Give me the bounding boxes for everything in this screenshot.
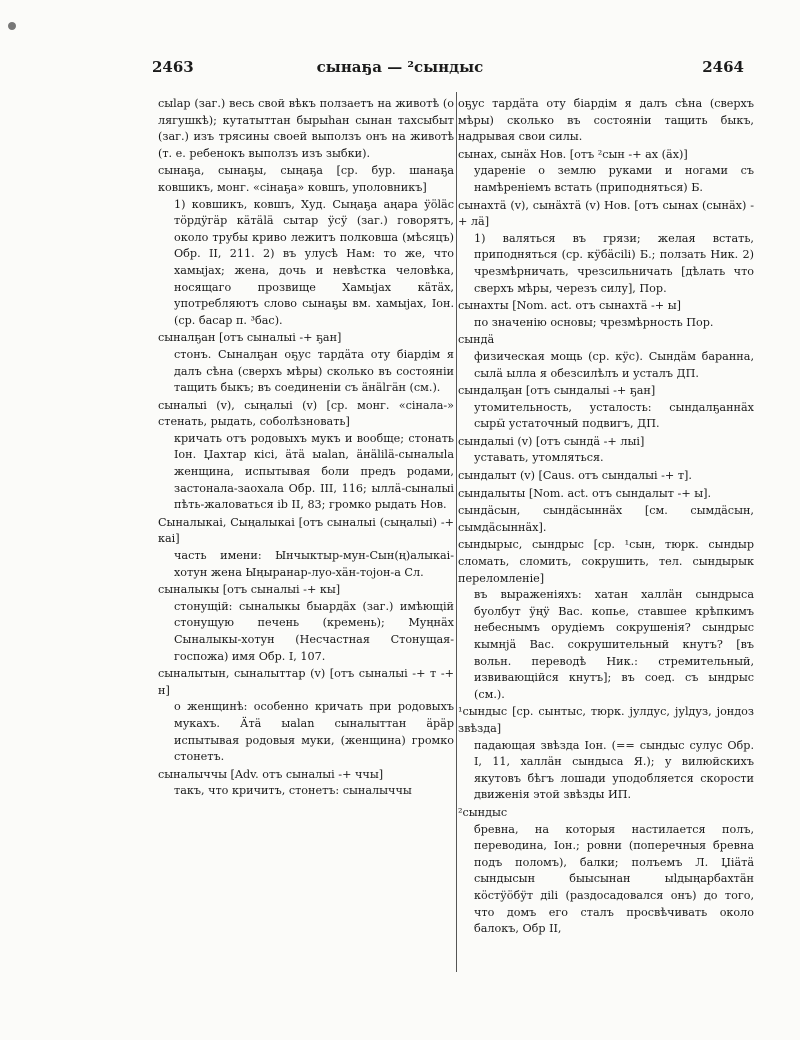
entry-head: сындалҕан [отъ сындалыі -+ ҕан] bbox=[458, 384, 656, 398]
entry-head: сындалыты [Nom. act. отъ сындалыт -+ ы]. bbox=[458, 486, 712, 500]
entry-definition: 1) валяться въ грязи; желая встать, приподняться (ср. кӱбӓсіlі) Б.; ползать Ник. 2) чрезмѣрничать, чрезсильничать [дѣлать что сверхъ мѣры, черезъ силу], Пор. bbox=[474, 231, 754, 295]
entry-definition: сыlар (заг.) весь свой вѣкъ ползаетъ на животѣ (о лягушкѣ); кутатыттан бырыһан сынан тахсыбыт (заг.) изъ трясины своей выползъ онъ на животѣ (т. е. ребенокъ выползъ изъ зыбки). bbox=[158, 97, 454, 160]
dictionary-entry bbox=[158, 582, 454, 665]
entry-head: сындырыс, сындрыс [ср. ¹сын, тюрк. сындыр сломать, сломить, сокрушить, тел. сындырык переломленіе] bbox=[458, 538, 754, 585]
dictionary-entry bbox=[458, 805, 754, 938]
entry-definition: бревна, на которыя настилается полъ, переводина, Іон.; ровни (поперечныя бревна подъ поломъ), балки; полъемъ Л. Џiӓтӓ сындысын быысынан ыlдыңарбахтӓн кӧстӱӧбӱт дilі (раздосадовался онъ) до того, что домъ его сталъ просвѣчивать около балокъ, Обр II, bbox=[474, 822, 754, 936]
dictionary-entry bbox=[458, 468, 754, 485]
entry-definition: стонъ. Сыналҕан оҕус тардӓта оту бiардiм я далъ сѣна (сверхъ мѣры) сколько въ состояніи тащить быкъ; въ соединеніи съ ӓнӓlгӓн (см.). bbox=[174, 347, 454, 395]
left-page-number: 2463 bbox=[152, 58, 194, 76]
right-page-number: 2464 bbox=[702, 58, 744, 76]
dictionary-entry bbox=[458, 704, 754, 804]
entry-head: ²сындыс bbox=[458, 805, 508, 819]
dictionary-entry bbox=[458, 332, 754, 382]
margin-mark bbox=[8, 22, 16, 30]
entry-head: ¹сындыс [ср. сынтыс, тюрк. јулдус, јуlдуз, јондоз звѣзда] bbox=[458, 705, 754, 735]
dictionary-entry bbox=[458, 198, 754, 298]
dictionary-entry bbox=[158, 163, 454, 329]
entry-head: сыналыкы [отъ сыналыі -+ кы] bbox=[158, 583, 341, 597]
dictionary-entry bbox=[458, 503, 754, 536]
entry-definition: физическая мощь (ср. кӱс). Сындӓм баранна, сылӓ ылла я обезсилѣлъ и усталъ ДП. bbox=[474, 349, 754, 380]
entry-head: сындалыі (v) [отъ сындӓ -+ лыі] bbox=[458, 434, 645, 448]
dictionary-entry bbox=[458, 298, 754, 331]
entry-head: сынахты [Nom. act. отъ сынахтӓ -+ ы] bbox=[458, 299, 682, 313]
entry-head: сыналыччы [Adv. отъ сыналыі -+ ччы] bbox=[158, 767, 384, 781]
column-divider bbox=[456, 92, 457, 972]
entry-head: сынах, сынӓх Нов. [отъ ²сын -+ ах (ӓх)] bbox=[458, 147, 688, 161]
dictionary-entry bbox=[158, 515, 454, 581]
left-column bbox=[158, 96, 454, 801]
dictionary-entry bbox=[458, 96, 754, 146]
dictionary-entry bbox=[158, 398, 454, 514]
dictionary-entry bbox=[158, 96, 454, 162]
entry-head: сыналыі (v), сыңалыі (v) [ср. монг. «сінала-» стенать, рыдать, соболѣзновать] bbox=[158, 398, 454, 429]
entry-head: сыналҕан [отъ сыналыі -+ ҕан] bbox=[158, 331, 342, 345]
dictionary-entry bbox=[458, 383, 754, 433]
dictionary-entry bbox=[158, 767, 454, 800]
dictionary-entry bbox=[458, 537, 754, 703]
entry-definition: кричать отъ родовыхъ мукъ и вообще; стонать Іон. Џахтар кiсi, ӓтӓ ыаlаn, ӓнӓlіlӓ-сыналыlа женщина, испытывая боли предъ родами, застонала-заохала Обр. III, 116; ыллӓ-сыналыі пѣть-жаловаться ib II, 83; громко рыдать Нов. bbox=[174, 431, 454, 512]
entry-head: сынахтӓ (v), сынӓхтӓ (v) Нов. [отъ сынах (сынӓх) -+ лӓ] bbox=[458, 198, 754, 229]
entry-head: сындӓсын, сындӓсыннӓх [см. сымдӓсын, сымдӓсыннӓх]. bbox=[458, 504, 754, 534]
entry-definition: часть имени: Ынчыктыр-мун-Сын(ң)алыкаі-хотун жена Ыңыранар-луо-хӓн-тоjон-а Сл. bbox=[174, 549, 454, 579]
entry-head: сынаҕа, сынаҕы, сыңаҕа [ср. бур. шанаҕа ковшикъ, монг. «сінаҕа» ковшъ, уполовникъ] bbox=[158, 164, 454, 194]
entry-head: Сыналыкаі, Сыңалыкаі [отъ сыналыі (сыңалыі) -+ каі] bbox=[158, 515, 454, 546]
entry-definition: падающая звѣзда Іон. (== сындыс сулус Обр. I, 11, халлӓн сындыса Я.); у вилюйскихъ якутовъ бѣгъ лошади уподобляется скорости движенія этой звѣзды ИП. bbox=[474, 738, 754, 802]
entry-definition: по значенію основы; чрезмѣрность Пор. bbox=[474, 315, 714, 329]
dictionary-entry bbox=[158, 666, 454, 766]
entry-definition: въ выраженіяхъ: хатан халлӓн сындрыса буолбут ӱңӱ Вас. копье, ставшее крѣпкимъ небеснымъ орудіемъ сокрушенія? сындрыс кымнjӓ Вас. сокрушительный кнутъ? [въ вольн. переводѣ Ник.: стремительный, извивающійся кнутъ]; въ соед. съ ындрыс (см.). bbox=[474, 588, 754, 701]
dictionary-entry bbox=[158, 330, 454, 396]
entry-definition: 1) ковшикъ, ковшъ, Худ. Сыңаҕа аңара ӱӧlӓс тӧрдӱгӓр кӓтӓlӓ сытар ӱсӱ (заг.) говорятъ, около трубы криво лежитъ полковша (мѣсяцъ) Обр. II, 211. 2) въ улусѣ Нам: то же, что хамыjах; жена, дочь и невѣстка человѣка, носящаго прозвище Хамыjах кӓтӓх, употребляютъ слово сынаҕы вм. хамыjах, Іон. (ср. басар п. ³бас). bbox=[174, 197, 454, 327]
entry-definition: уставать, утомляться. bbox=[474, 451, 604, 465]
dictionary-entry bbox=[458, 434, 754, 467]
entry-definition: стонущій: сыналыкы быардӓх (заг.) имѣющій стонущую печень (кремень); Муңнӓх Сыналыкы-хотун (Несчастная Стонущая-госпожа) имя Обр. I, 107. bbox=[174, 599, 454, 663]
entry-definition: оҕус тардӓта оту бiардiм я далъ сѣна (сверхъ мѣры) сколько въ состояніи тащить быкъ, надрывая свои силы. bbox=[458, 97, 754, 144]
page-header bbox=[0, 58, 800, 82]
entry-definition: о женщинѣ: особенно кричать при родовыхъ мукахъ. Ӓтӓ ыаlаn сыналыттан ӓрӓр испытывая родовыя муки, (женщина) громко стонетъ. bbox=[174, 700, 454, 764]
entry-head: сындӓ bbox=[458, 333, 495, 347]
right-column bbox=[458, 96, 754, 939]
entry-head: сыналытын, сыналыттар (v) [отъ сыналыі -+ т -+ н] bbox=[158, 667, 454, 697]
entry-definition: утомительность, усталость: сындалҕаннӓх сырӹ устаточный подвигъ, ДП. bbox=[474, 400, 754, 431]
dictionary-entry bbox=[458, 147, 754, 197]
running-title: сынаҕа — ²сындыс bbox=[316, 58, 484, 76]
entry-head: сындалыт (v) [Caus. отъ сындалыі -+ т]. bbox=[458, 469, 692, 483]
entry-definition: такъ, что кричитъ, стонетъ: сыналыччы bbox=[174, 784, 412, 798]
entry-definition: удареніе о землю руками и ногами съ намѣреніемъ встать (приподняться) Б. bbox=[474, 164, 754, 194]
dictionary-entry bbox=[458, 486, 754, 503]
